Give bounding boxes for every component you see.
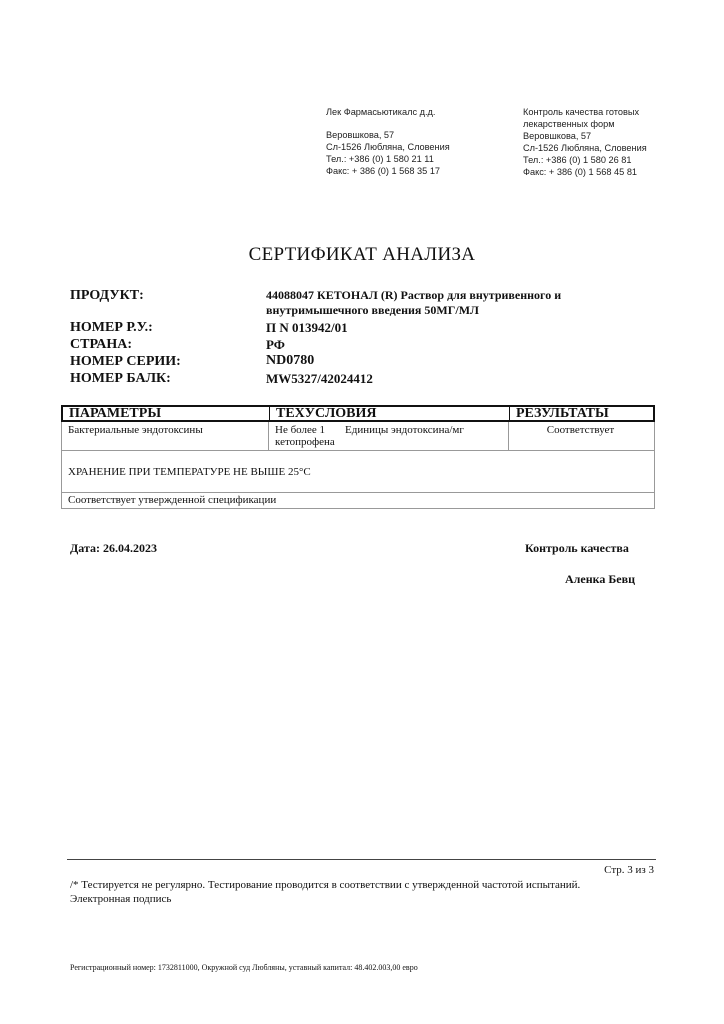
bulk-number-label: НОМЕР БАЛК: [70,371,171,386]
registration-number-value: П N 013942/01 [266,320,348,335]
spec-unit-line2: кетопрофена [275,436,335,448]
address-street: Веровшкова, 57 [326,130,395,140]
specification-cell [268,422,508,450]
quality-control-title: Контроль качества [525,541,629,555]
spec-limit: Не более 1 [275,424,326,436]
department-name-line1: Контроль качества готовых [523,107,640,117]
page-number: Стр. 3 из 3 [604,864,654,876]
address-city: Сл-1526 Любляна, Словения [326,142,450,152]
table-row [61,422,655,451]
qc-department-address-block [523,106,647,178]
company-name: Лек Фармасьютикалс д.д. [326,107,436,117]
department-name-line2: лекарственных форм [523,119,615,129]
registration-number-label: НОМЕР Р.У.: [70,320,153,335]
header-parameters: ПАРАМЕТРЫ [69,406,162,421]
address-street: Веровшкова, 57 [523,131,592,141]
fax-number: Факс: + 386 (0) 1 568 45 81 [523,167,638,177]
country-label: СТРАНА: [70,337,132,352]
header-results: РЕЗУЛЬТАТЫ [509,407,653,420]
footer-divider [67,859,656,860]
conformity-statement-row: Соответствует утвержденной спецификации [61,493,655,509]
footnote [70,878,580,906]
fax-number: Факс: + 386 (0) 1 568 35 17 [326,166,441,176]
product-label: ПРОДУКТ: [70,288,144,303]
spec-unit-line1: Единицы эндотоксина/мг [345,424,464,436]
footnote-line2: Электронная подпись [70,893,172,905]
document-title: СЕРТИФИКАТ АНАЛИЗА [248,244,476,265]
table-header-row [61,405,655,422]
signer-name: Аленка Бевц [565,572,636,586]
specification-table [61,405,655,509]
address-city: Сл-1526 Любляна, Словения [523,143,647,153]
header-specifications: ТЕХУСЛОВИЯ [269,407,509,420]
company-registration-info: Регистрационный номер: 1732811000, Окружной суд Любляны, уставный капитал: 48.402.003,00 евро [70,963,418,972]
phone-number: Тел.: +386 (0) 1 580 26 81 [523,155,632,165]
bulk-number-value: MW5327/42024412 [266,371,373,386]
result-cell: Соответствует [508,422,652,450]
storage-condition-row: ХРАНЕНИЕ ПРИ ТЕМПЕРАТУРЕ НЕ ВЫШЕ 25°С [61,451,655,493]
series-number-label: НОМЕР СЕРИИ: [70,354,181,369]
footnote-line1: /* Тестируется не регулярно. Тестирование проводится в соответствии с утвержденной частотой испытаний. [70,879,581,891]
phone-number: Тел.: +386 (0) 1 580 21 11 [326,154,434,164]
product-value [266,288,626,318]
parameter-cell: Бактериальные эндотоксины [68,424,203,436]
issue-date: Дата: 26.04.2023 [70,541,157,555]
country-value: РФ [266,337,285,352]
sender-address-block [326,106,450,177]
series-number-value: ND0780 [266,353,315,368]
product-value-line1: 44088047 КЕТОНАЛ (R) Раствор для внутривенного и [266,288,562,302]
product-value-line2: внутримышечного введения 50МГ/МЛ [266,303,479,317]
